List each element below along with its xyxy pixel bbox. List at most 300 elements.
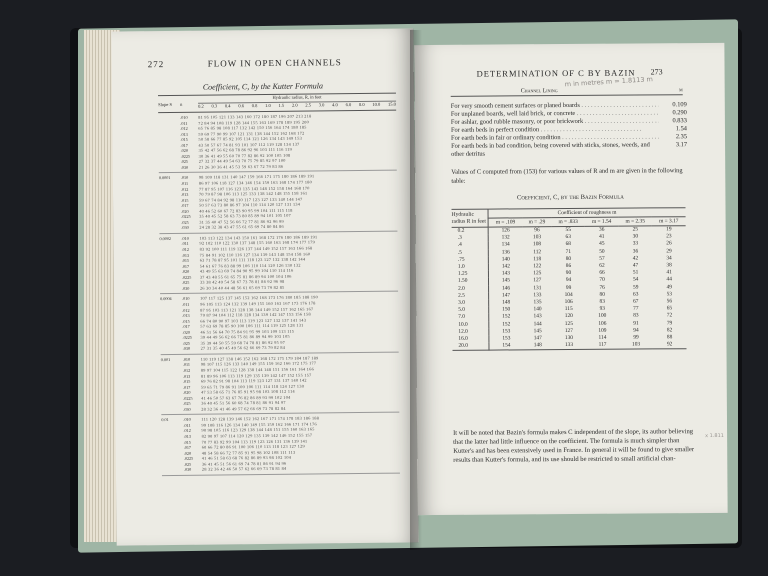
bazin-value-cell: 83: [599, 298, 605, 305]
bazin-radius-cell: 12.0: [452, 328, 489, 335]
bazin-value-cell: 150: [502, 306, 511, 313]
radius-value: 10.0: [372, 101, 381, 107]
bazin-value-cell: 153: [502, 335, 511, 342]
n-value: .013: [183, 433, 191, 439]
lining-description: For earth beds in fair or ordinary condition . . .: [451, 133, 659, 142]
bazin-value-cell: 144: [533, 320, 542, 327]
kutter-row-values: 66 74 80 90 97 103 113 119 123 127 132 137 141 143: [200, 317, 307, 324]
kutter-row-values: 90 98 105 116 123 129 138 144 148 151 155 160 163 165: [201, 426, 315, 434]
n-value: .013: [180, 131, 188, 137]
bazin-value-cell: 148: [523, 342, 552, 350]
bazin-table: [452, 207, 687, 351]
kutter-row-values: 98 107 115 126 133 140 149 155 159 162 166 172 175 177: [200, 360, 317, 368]
bazin-value-cell: 106: [564, 299, 573, 306]
kutter-row-values: 41 46 51 58 63 68 76 82 86 89 93 98 102 104: [201, 454, 292, 461]
bazin-value-cell: 94: [633, 327, 639, 334]
bazin-value-cell: 143: [533, 313, 542, 320]
kutter-row-values: 27 32 37 44 49 54 63 70 75 79 85 92 97 100: [198, 158, 286, 165]
kutter-row-values: 86 97 106 118 127 134 146 154 159 163 168 174 177 180: [198, 179, 313, 186]
kutter-row-values: 43 49 55 63 69 74 84 90 95 99 104 110 114 116: [199, 267, 294, 274]
bazin-value-cell: 109: [598, 327, 607, 334]
bazin-radius-cell: .75: [452, 256, 489, 263]
bazin-value-cell: 88: [666, 334, 673, 341]
bazin-value-cell: 82: [666, 327, 673, 334]
kutter-row-values: 28 32 36 42 46 50 57 62 66 69 73 78 81 84: [201, 466, 287, 472]
bazin-value-cell: 152: [502, 313, 511, 320]
bazin-value-cell: 131: [533, 284, 542, 291]
radius-value: 15.0: [388, 101, 396, 107]
bazin-value-cell: 92: [653, 341, 687, 349]
bazin-value-cell: 126: [501, 227, 510, 234]
n-value: .011: [182, 301, 190, 307]
bazin-value-cell: 118: [533, 256, 542, 263]
bazin-value-cell: 96: [534, 227, 540, 234]
n-value: .012: [181, 246, 189, 252]
kutter-row-values: 103 113 122 134 143 150 161 168 172 176 180 186 189 191: [199, 234, 318, 241]
kutter-row-values: 36 41 45 51 56 61 69 74 78 81 86 91 94 96: [201, 460, 287, 467]
bazin-value-cell: 68: [565, 241, 572, 248]
n-value: .030: [183, 467, 192, 473]
n-value: .020: [183, 450, 192, 456]
n-value: .017: [181, 203, 189, 209]
bazin-value-cell: 62: [599, 262, 605, 269]
n-value: .010: [180, 175, 189, 181]
bazin-value-cell: 133: [552, 342, 586, 350]
bazin-value-cell: 80: [565, 255, 572, 262]
kutter-row-values: 47 53 58 65 71 76 85 91 95 98 103 108 112 114: [201, 388, 295, 395]
radius-value: 0.4: [224, 103, 231, 109]
kutter-row-values: 35 40 45 52 58 63 73 80 85 89 94 101 105 107: [199, 213, 291, 219]
bazin-value-cell: 38: [666, 262, 672, 269]
n-value: .0225: [183, 395, 193, 401]
left-page-number: 272: [147, 59, 165, 70]
bazin-value-cell: 30: [632, 233, 639, 240]
kutter-row-values: 40 46 52 60 67 72 83 90 95 99 104 111 115 118: [199, 207, 293, 214]
n-value: .011: [182, 362, 191, 368]
bazin-value-cell: 53: [666, 291, 673, 298]
bazin-m-header: m = .833: [551, 217, 585, 226]
kutter-row-values: 41 46 50 57 63 67 76 82 86 89 93 99 102 104: [201, 394, 291, 401]
bazin-body: [452, 226, 687, 351]
bazin-value-cell: 65: [666, 305, 673, 312]
bazin-value-cell: 41: [599, 233, 605, 241]
n-value: .020: [181, 269, 190, 275]
n-value: .030: [183, 406, 191, 412]
right-page-number: 273: [650, 67, 663, 77]
bazin-value-cell: 99: [565, 284, 572, 291]
kutter-row-values: 82 90 97 107 114 120 129 135 139 142 146 152 155 157: [201, 432, 313, 439]
n-value: .015: [182, 318, 190, 324]
kutter-row-values: 37 43 48 55 61 65 75 81 86 89 94 100 104 106: [199, 273, 292, 280]
bazin-value-cell: 67: [633, 298, 639, 305]
radius-value: 3.0: [318, 102, 325, 108]
bazin-m-header: m = 1.54: [585, 217, 619, 226]
kutter-row-values: 65 76 85 98 108 117 132 142 150 156 164 174 180 185: [198, 124, 307, 131]
bazin-value-cell: 147: [501, 292, 511, 299]
n-value: .025: [181, 219, 189, 225]
slope-value: 0.0002: [159, 235, 172, 242]
bazin-value-cell: 70: [599, 277, 605, 284]
bazin-radius-cell: .3: [452, 235, 489, 242]
bazin-value-cell: 148: [502, 299, 511, 306]
bazin-radius-cell: 5.0: [452, 307, 489, 314]
kutter-slope-group: [159, 171, 398, 234]
n-value: .015: [180, 136, 188, 143]
slope-value: 0.001: [160, 356, 171, 362]
n-value: .013: [182, 373, 191, 379]
kutter-row-values: 63 71 78 87 95 101 111 118 123 127 132 138 142 144: [199, 256, 306, 263]
bazin-value-cell: 140: [501, 256, 510, 263]
lining-description: For very smooth cement surfaces or planed boards . . .: [451, 101, 659, 110]
kutter-row-values: 48 54 58 66 72 77 85 91 95 98 102 108 111 113: [201, 449, 296, 456]
n-value: .012: [180, 125, 188, 131]
n-value: .030: [182, 346, 190, 352]
lining-description: For ashlar, good rubble masonry, or poor brickwork . . .: [451, 117, 659, 126]
kutter-row-values: 69 76 82 91 98 104 113 119 123 127 131 137 140 142: [200, 377, 307, 384]
bazin-value-cell: 106: [598, 320, 607, 327]
radius-column-header: Hydraulic radius, R, in feet: [198, 94, 396, 104]
radius-value: 0.8: [251, 103, 258, 109]
n-value: .030: [181, 225, 189, 231]
bazin-value-cell: 34: [666, 255, 672, 262]
kutter-row-values: 60 66 72 80 86 91 100 106 110 113 118 123 127 129: [201, 443, 305, 450]
slope-value: 0.01: [161, 417, 169, 423]
bazin-value-cell: 153: [502, 328, 511, 335]
bazin-radius-cell: .5: [452, 249, 489, 256]
kutter-row-values: 59 69 77 90 99 107 121 131 138 144 152 162 168 172: [198, 130, 305, 137]
bazin-value-cell: 77: [633, 305, 639, 312]
bazin-value-cell: 99: [633, 334, 639, 341]
bazin-value-cell: 33: [632, 240, 639, 247]
bazin-value-cell: 136: [501, 249, 510, 256]
radius-value: 0.3: [211, 103, 218, 109]
kutter-row-values: 72 84 94 108 119 128 144 155 163 169 178 189 195 200: [198, 119, 310, 126]
radius-value: 6.0: [345, 102, 352, 108]
slope-value: 0.0001: [158, 175, 171, 181]
lining-m-value: 0.833: [672, 117, 687, 125]
bazin-value-cell: 44: [666, 276, 672, 283]
kutter-groups: [158, 111, 400, 476]
bazin-value-cell: 145: [533, 328, 542, 335]
bazin-value-cell: 83: [633, 312, 639, 320]
n-value: .010: [183, 417, 191, 423]
n-value: .015: [183, 439, 191, 445]
kutter-slope-group: [161, 413, 400, 476]
kutter-row-values: 89 97 104 115 122 128 138 144 148 151 156 161 164 166: [200, 366, 314, 373]
kutter-row-values: 96 105 113 124 132 139 149 155 160 163 167 173 176 178: [200, 300, 316, 307]
n-value: .017: [183, 444, 192, 450]
bazin-radius-cell: 16.0: [452, 336, 489, 343]
bazin-value-cell: 56: [666, 298, 673, 305]
kutter-row-values: 57 63 69 78 85 90 100 106 111 114 119 125 128 131: [200, 322, 304, 329]
bazin-radius-cell: 0.2: [452, 227, 489, 235]
kutter-row-values: 54 61 67 76 83 88 99 106 110 114 120 126 130 132: [199, 262, 301, 269]
lining-m-value: 0.109: [672, 101, 687, 109]
n-value: .011: [180, 120, 188, 126]
bazin-value-cell: 94: [565, 277, 572, 284]
bazin-value-cell: 122: [533, 263, 542, 270]
kutter-table-title: Coefficient, C, by the Kutter Formula: [202, 81, 324, 92]
kutter-row-values: 70 77 83 92 99 104 113 119 123 126 131 136 139 141: [201, 438, 308, 445]
bazin-radius-cell: 1.50: [452, 278, 489, 285]
kutter-row-values: 81 95 105 121 133 143 160 172 180 187 196 207 213 218: [198, 113, 312, 120]
bazin-value-cell: 125: [564, 320, 573, 327]
bazin-value-cell: 93: [599, 305, 606, 313]
n-value: .013: [181, 252, 190, 258]
n-value: .011: [183, 422, 191, 428]
kutter-row-values: 50 58 66 77 85 92 105 114 121 126 134 143 149 153: [198, 135, 303, 142]
n-value: .011: [180, 180, 189, 186]
n-value: .012: [182, 307, 190, 313]
bazin-value-cell: 146: [501, 285, 511, 292]
bazin-value-cell: 120: [564, 313, 573, 320]
bazin-value-cell: 103: [619, 342, 653, 350]
radius-value: 1.0: [265, 102, 271, 108]
kutter-slope-group: [160, 292, 399, 355]
bazin-radius-cell: 1.0: [452, 264, 489, 271]
radius-value: 0.2: [198, 103, 204, 109]
right-page: [414, 43, 727, 515]
radius-value: 2.0: [291, 102, 298, 108]
radius-value: 2.5: [305, 102, 311, 108]
bazin-value-cell: 63: [633, 291, 639, 298]
kutter-row-values: 33 38 42 49 54 58 67 73 78 81 86 92 96 98: [199, 279, 285, 285]
kutter-row-values: 24 28 32 38 43 47 55 61 65 69 74 80 84 86: [199, 224, 284, 231]
slope-column-header: Slope S: [158, 101, 172, 107]
n-value: .015: [181, 197, 189, 203]
pencil-annotation: m in metres m = 1.8113 m: [564, 75, 654, 89]
kutter-row-values: 83 92 100 111 119 126 137 144 149 152 157 163 166 168: [199, 245, 313, 252]
bazin-value-cell: 66: [599, 269, 605, 277]
kutter-row-values: 39 44 49 56 62 66 75 81 86 89 94 99 103 105: [200, 333, 290, 340]
n-value: .017: [182, 323, 190, 330]
kutter-row-values: 110 119 127 138 146 152 162 168 172 175 179 184 187 189: [200, 355, 319, 362]
bazin-radius-cell: .4: [452, 242, 489, 249]
lining-m-value: 1.54: [675, 125, 687, 133]
bazin-value-cell: 63: [565, 234, 571, 241]
n-value: .015: [181, 257, 190, 263]
bazin-value-cell: 79: [666, 319, 673, 326]
n-value: .012: [180, 186, 189, 192]
bazin-m-header: m = .109: [488, 218, 522, 227]
bazin-intro-text: Values of C computed from (153) for various values of R and m are given in the following table:: [451, 167, 683, 185]
bazin-radius-cell: 1.25: [452, 271, 489, 278]
bazin-radius-cell: 2.5: [452, 292, 489, 299]
lining-description: For unplaned boards, well laid brick, or concrete . . .: [451, 109, 659, 118]
bazin-value-cell: 54: [632, 276, 639, 283]
bazin-value-cell: 100: [598, 313, 607, 320]
bazin-value-cell: 145: [501, 277, 511, 284]
bazin-value-cell: 41: [666, 269, 672, 276]
kutter-row-values: 26 30 34 40 44 48 56 61 65 69 73 79 82 85: [199, 284, 285, 291]
kutter-row-values: 92 102 110 122 130 137 148 155 160 163 168 174 177 179: [199, 239, 316, 247]
n-value: .025: [181, 280, 190, 286]
kutter-row-values: 31 35 40 47 52 56 66 72 77 81 86 92 96 99: [199, 218, 284, 225]
kutter-table: [158, 93, 400, 476]
bazin-value-cell: 76: [599, 284, 605, 291]
lining-description: For earth beds in perfect condition . . .: [451, 125, 659, 134]
left-page: [111, 28, 418, 545]
n-value: .013: [181, 191, 189, 197]
bazin-value-cell: 104: [564, 291, 573, 298]
kutter-slope-group: [161, 352, 400, 415]
margin-pencil-note: x 1.811: [705, 432, 724, 440]
bazin-value-cell: 103: [532, 234, 542, 241]
radius-values: [198, 102, 396, 109]
bazin-value-cell: 127: [533, 277, 542, 284]
kutter-row-values: 77 87 95 107 116 123 135 143 148 152 158 164 168 170: [198, 185, 310, 192]
kutter-row-values: 107 117 125 137 145 152 162 168 173 176 180 185 188 190: [200, 294, 319, 302]
kutter-row-values: 59 65 71 79 86 91 100 106 111 114 118 124 127 130: [201, 383, 305, 390]
bazin-value-cell: 49: [666, 283, 672, 290]
bazin-value-cell: 135: [533, 299, 542, 306]
kutter-row-values: 28 32 36 41 46 49 57 62 66 69 73 78 82 84: [201, 405, 286, 412]
bazin-value-cell: 57: [599, 255, 605, 262]
n-value: .017: [183, 384, 191, 390]
n-value: .012: [183, 428, 191, 434]
bazin-value-cell: 19: [666, 226, 672, 233]
n-value: .020: [181, 208, 189, 214]
bazin-value-cell: 132: [501, 234, 510, 241]
n-value: .0225: [181, 274, 192, 280]
bazin-value-cell: 29: [666, 247, 672, 254]
n-value: .017: [180, 142, 188, 148]
kutter-row-values: 98 109 118 131 140 147 159 166 171 175 180 186 189 191: [198, 173, 315, 181]
kutter-row-values: 46 51 56 64 70 75 84 91 95 99 103 109 113 115: [200, 328, 295, 335]
bazin-value-cell: 42: [632, 255, 639, 262]
n-value: .011: [181, 241, 189, 247]
lining-m-value: 2.35: [675, 133, 688, 141]
bazin-value-cell: 114: [598, 334, 607, 341]
bazin-value-cell: 72: [666, 312, 673, 319]
bazin-m-header: m = .29: [522, 218, 551, 227]
lining-heading-row: [451, 87, 683, 97]
bazin-radius-cell: 2.0: [452, 285, 489, 292]
n-value: .010: [182, 296, 190, 302]
bazin-value-cell: 115: [564, 306, 573, 313]
bazin-value-cell: 36: [599, 226, 605, 233]
kutter-row-values: 59 67 74 84 92 98 110 117 123 127 133 140 144 147: [199, 196, 303, 203]
bazin-value-cell: 36: [632, 248, 639, 255]
n-value: .0225: [181, 214, 191, 220]
n-value: .020: [180, 148, 188, 154]
lining-m-value: 3.17: [675, 141, 688, 149]
kutter-row-values: 43 50 57 67 74 81 93 101 107 112 119 128 134 137: [198, 141, 300, 148]
n-value: .020: [183, 389, 191, 396]
n-value: .010: [182, 356, 191, 362]
bazin-value-cell: 152: [502, 321, 511, 328]
bazin-table-title: Coefficient, C, by the Bazin Formula: [516, 193, 624, 202]
lining-description: For earth beds in bad condition, being covered with sticks, stones, weeds, and other detritus: [451, 141, 650, 158]
slope-value: 0.0004: [160, 296, 172, 302]
left-page-header: [112, 56, 414, 70]
bazin-value-cell: 133: [533, 292, 542, 299]
n-value: .025: [180, 159, 189, 165]
n-value: .012: [182, 367, 191, 373]
kutter-row-values: 35 42 47 56 62 68 78 86 92 96 103 111 116 119: [198, 146, 293, 153]
bazin-radius-cell: 3.0: [452, 300, 489, 307]
right-running-title: DETERMINATION OF C BY BAZIN: [476, 67, 636, 79]
n-value: .010: [180, 114, 188, 120]
kutter-row-values: 81 89 96 106 113 119 129 135 139 142 147 152 155 157: [200, 372, 312, 379]
bazin-value-cell: 112: [533, 248, 542, 255]
kutter-row-values: 70 79 87 98 106 113 125 133 138 142 148 155 158 161: [198, 190, 308, 197]
bazin-radius-header: Hydraulic radius R in feet: [452, 209, 489, 227]
bazin-value-cell: 71: [565, 248, 572, 255]
bazin-value-cell: 147: [533, 335, 542, 342]
kutter-row-values: 99 108 116 126 134 140 149 155 159 162 166 171 174 176: [201, 421, 317, 428]
slope-value: [158, 115, 181, 171]
bazin-value-cell: 154: [489, 343, 523, 351]
kutter-row-values: 50 57 63 73 80 86 97 104 110 114 120 127 131 134: [199, 201, 301, 208]
bazin-value-cell: 45: [599, 241, 605, 248]
n-value: .025: [182, 340, 190, 346]
kutter-row-values: 27 31 35 40 45 49 56 62 66 69 73 79 82 84: [200, 345, 286, 352]
bazin-value-cell: 26: [666, 240, 672, 247]
bazin-value-cell: 86: [565, 263, 572, 270]
n-value: .017: [181, 263, 190, 269]
bazin-value-cell: 134: [501, 241, 510, 248]
lining-row: [451, 141, 687, 159]
radius-value: 1.5: [278, 102, 285, 108]
kutter-slope-group: [159, 232, 398, 295]
kutter-row-values: 75 84 91 102 110 116 127 134 139 143 148 154 158 160: [199, 251, 311, 258]
n-value: .013: [182, 312, 190, 318]
radius-value: 4.0: [332, 102, 338, 108]
bazin-value-cell: 142: [501, 263, 510, 270]
n-value: .010: [181, 235, 189, 241]
n-value: .0225: [180, 153, 191, 159]
bazin-value-cell: 23: [666, 233, 672, 240]
left-running-title: FLOW IN OPEN CHANNELS: [207, 57, 342, 69]
lining-list: [451, 101, 687, 159]
n-value: .030: [181, 285, 190, 291]
bazin-value-cell: 117: [586, 342, 620, 350]
bazin-value-cell: 140: [533, 306, 542, 313]
bazin-radius-cell: 10.0: [452, 321, 489, 328]
bazin-radius-cell: 20.0: [452, 343, 489, 351]
n-value: .015: [182, 378, 191, 384]
lining-heading: Channel Lining: [520, 88, 558, 95]
kutter-row-values: 87 95 103 113 121 128 138 144 149 152 157 162 165 167: [200, 305, 314, 313]
bazin-value-cell: 130: [564, 335, 574, 342]
bazin-value-cell: 51: [632, 269, 639, 276]
lining-m-heading: m: [679, 87, 683, 94]
n-value: .025: [183, 461, 192, 467]
bazin-value-cell: 80: [599, 291, 605, 298]
radius-value: 0.6: [238, 103, 244, 109]
bazin-value-cell: 108: [533, 241, 542, 248]
bazin-value-cell: 50: [599, 248, 605, 255]
n-value: .030: [180, 164, 189, 170]
bazin-m-header: m = 3.17: [652, 217, 686, 226]
closing-paragraph: It will be noted that Bazin's formula makes C independent of the slope, its author believing that the latter had little influence on the coefficient. The formula is much simpler than Kutter's and has been extensively used in France. In general it will be found to give smaller results than Kutter's formula, and its use should be restricted to small artificial chan-: [453, 428, 695, 464]
bazin-m-header: m = 2.35: [618, 217, 652, 226]
n-value: .025: [183, 401, 191, 407]
bazin-value-cell: 47: [632, 262, 639, 269]
n-value: .0225: [183, 455, 194, 462]
kutter-row-values: 35 39 44 50 55 59 68 74 78 81 86 92 95 97: [200, 339, 286, 346]
bazin-value-cell: 125: [533, 270, 542, 277]
lining-m-value: 0.290: [672, 109, 687, 117]
n-column-header: n: [180, 101, 183, 107]
bazin-value-cell: 127: [564, 327, 573, 334]
kutter-row-values: 79 87 94 104 112 118 128 134 139 142 147 153 156 158: [200, 311, 311, 318]
n-value: .0225: [182, 335, 192, 341]
n-value: .020: [182, 329, 190, 335]
radius-value: 8.0: [358, 101, 365, 108]
bazin-value-cell: 143: [501, 270, 510, 277]
